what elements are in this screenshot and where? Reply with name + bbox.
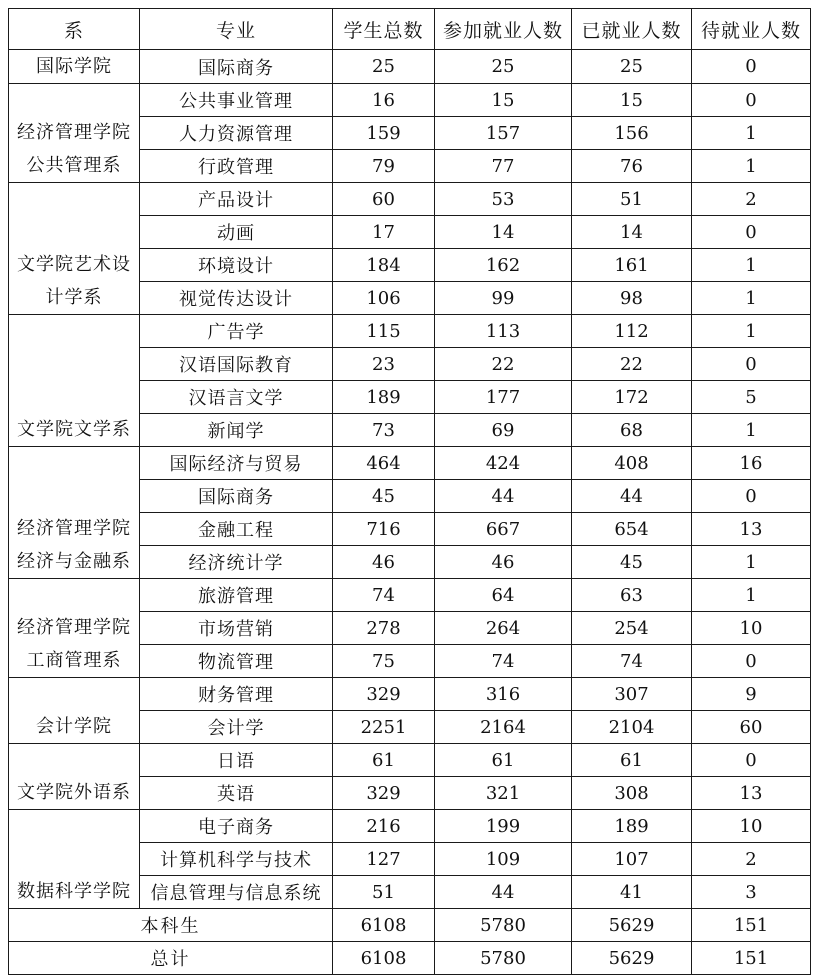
header-row bbox=[9, 9, 811, 50]
major-cell: 旅游管理 bbox=[140, 579, 333, 612]
department-cell: 文学院艺术设计学系 bbox=[9, 183, 140, 315]
employed-cell: 98 bbox=[572, 282, 692, 315]
table-row bbox=[9, 744, 811, 777]
major-cell: 市场营销 bbox=[140, 612, 333, 645]
participating-cell: 264 bbox=[435, 612, 572, 645]
major-cell: 英语 bbox=[140, 777, 333, 810]
department-cell: 国际学院 bbox=[9, 50, 140, 84]
participating-cell: 77 bbox=[435, 150, 572, 183]
employed-cell: 63 bbox=[572, 579, 692, 612]
table-row bbox=[9, 50, 811, 84]
employed-cell: 25 bbox=[572, 50, 692, 84]
total-students-cell: 46 bbox=[333, 546, 435, 579]
total-students-cell: 16 bbox=[333, 84, 435, 117]
total-students-cell: 127 bbox=[333, 843, 435, 876]
pending-cell: 0 bbox=[692, 84, 811, 117]
pending-cell: 0 bbox=[692, 480, 811, 513]
employed-cell: 654 bbox=[572, 513, 692, 546]
pending-cell: 5 bbox=[692, 381, 811, 414]
participating-cell: 69 bbox=[435, 414, 572, 447]
pending-cell: 1 bbox=[692, 579, 811, 612]
participating-cell: 25 bbox=[435, 50, 572, 84]
employed-cell: 307 bbox=[572, 678, 692, 711]
header-employed: 已就业人数 bbox=[572, 9, 692, 50]
major-cell: 广告学 bbox=[140, 315, 333, 348]
participating-cell: 14 bbox=[435, 216, 572, 249]
major-cell: 汉语言文学 bbox=[140, 381, 333, 414]
major-cell: 电子商务 bbox=[140, 810, 333, 843]
pending-cell: 10 bbox=[692, 612, 811, 645]
employed-cell: 15 bbox=[572, 84, 692, 117]
major-cell: 公共事业管理 bbox=[140, 84, 333, 117]
major-cell: 日语 bbox=[140, 744, 333, 777]
employed-cell: 172 bbox=[572, 381, 692, 414]
table-body bbox=[9, 50, 811, 975]
total-students-cell: 184 bbox=[333, 249, 435, 282]
total-students-cell: 25 bbox=[333, 50, 435, 84]
department-cell: 文学院文学系 bbox=[9, 315, 140, 447]
major-cell: 信息管理与信息系统 bbox=[140, 876, 333, 909]
pending-cell: 1 bbox=[692, 249, 811, 282]
participating-sum-cell: 5780 bbox=[435, 942, 572, 975]
table-row bbox=[9, 678, 811, 711]
total-students-cell: 329 bbox=[333, 777, 435, 810]
pending-cell: 1 bbox=[692, 546, 811, 579]
pending-cell: 13 bbox=[692, 777, 811, 810]
department-cell: 会计学院 bbox=[9, 678, 140, 744]
pending-cell: 60 bbox=[692, 711, 811, 744]
total-students-cell: 17 bbox=[333, 216, 435, 249]
employed-cell: 112 bbox=[572, 315, 692, 348]
department-cell: 经济管理学院公共管理系 bbox=[9, 84, 140, 183]
participating-cell: 424 bbox=[435, 447, 572, 480]
employed-cell: 308 bbox=[572, 777, 692, 810]
participating-cell: 2164 bbox=[435, 711, 572, 744]
major-cell: 计算机科学与技术 bbox=[140, 843, 333, 876]
pending-cell: 1 bbox=[692, 150, 811, 183]
employed-cell: 14 bbox=[572, 216, 692, 249]
employed-cell: 156 bbox=[572, 117, 692, 150]
total-sum-cell: 6108 bbox=[333, 942, 435, 975]
employed-cell: 51 bbox=[572, 183, 692, 216]
major-cell: 动画 bbox=[140, 216, 333, 249]
participating-cell: 46 bbox=[435, 546, 572, 579]
employed-cell: 45 bbox=[572, 546, 692, 579]
pending-cell: 13 bbox=[692, 513, 811, 546]
employed-cell: 408 bbox=[572, 447, 692, 480]
pending-cell: 16 bbox=[692, 447, 811, 480]
total-students-cell: 51 bbox=[333, 876, 435, 909]
header-participating: 参加就业人数 bbox=[435, 9, 572, 50]
participating-cell: 113 bbox=[435, 315, 572, 348]
total-students-cell: 79 bbox=[333, 150, 435, 183]
pending-cell: 3 bbox=[692, 876, 811, 909]
employed-cell: 161 bbox=[572, 249, 692, 282]
total-students-cell: 73 bbox=[333, 414, 435, 447]
total-students-cell: 159 bbox=[333, 117, 435, 150]
major-cell: 环境设计 bbox=[140, 249, 333, 282]
pending-cell: 0 bbox=[692, 645, 811, 678]
participating-cell: 157 bbox=[435, 117, 572, 150]
pending-cell: 10 bbox=[692, 810, 811, 843]
participating-cell: 22 bbox=[435, 348, 572, 381]
major-cell: 人力资源管理 bbox=[140, 117, 333, 150]
participating-cell: 53 bbox=[435, 183, 572, 216]
total-students-cell: 60 bbox=[333, 183, 435, 216]
participating-cell: 15 bbox=[435, 84, 572, 117]
participating-sum-cell: 5780 bbox=[435, 909, 572, 942]
participating-cell: 109 bbox=[435, 843, 572, 876]
major-cell: 物流管理 bbox=[140, 645, 333, 678]
participating-cell: 99 bbox=[435, 282, 572, 315]
total-students-cell: 216 bbox=[333, 810, 435, 843]
table-row bbox=[9, 84, 811, 117]
employed-cell: 61 bbox=[572, 744, 692, 777]
employed-sum-cell: 5629 bbox=[572, 909, 692, 942]
major-cell: 产品设计 bbox=[140, 183, 333, 216]
total-students-cell: 278 bbox=[333, 612, 435, 645]
employed-cell: 22 bbox=[572, 348, 692, 381]
employed-cell: 2104 bbox=[572, 711, 692, 744]
participating-cell: 667 bbox=[435, 513, 572, 546]
table-row bbox=[9, 183, 811, 216]
total-students-cell: 61 bbox=[333, 744, 435, 777]
participating-cell: 321 bbox=[435, 777, 572, 810]
pending-cell: 2 bbox=[692, 183, 811, 216]
major-cell: 国际商务 bbox=[140, 50, 333, 84]
major-cell: 经济统计学 bbox=[140, 546, 333, 579]
total-students-cell: 45 bbox=[333, 480, 435, 513]
participating-cell: 44 bbox=[435, 876, 572, 909]
department-cell: 经济管理学院工商管理系 bbox=[9, 579, 140, 678]
major-cell: 金融工程 bbox=[140, 513, 333, 546]
major-cell: 新闻学 bbox=[140, 414, 333, 447]
total-students-cell: 716 bbox=[333, 513, 435, 546]
total-row bbox=[9, 909, 811, 942]
pending-cell: 1 bbox=[692, 117, 811, 150]
major-cell: 国际商务 bbox=[140, 480, 333, 513]
table-row bbox=[9, 579, 811, 612]
employed-sum-cell: 5629 bbox=[572, 942, 692, 975]
employment-statistics-sheet bbox=[8, 8, 810, 968]
participating-cell: 64 bbox=[435, 579, 572, 612]
total-students-cell: 106 bbox=[333, 282, 435, 315]
employed-cell: 107 bbox=[572, 843, 692, 876]
table-row bbox=[9, 447, 811, 480]
employed-cell: 254 bbox=[572, 612, 692, 645]
major-cell: 汉语国际教育 bbox=[140, 348, 333, 381]
employed-cell: 74 bbox=[572, 645, 692, 678]
header-total-students: 学生总数 bbox=[333, 9, 435, 50]
department-cell: 经济管理学院经济与金融系 bbox=[9, 447, 140, 579]
employed-cell: 189 bbox=[572, 810, 692, 843]
participating-cell: 61 bbox=[435, 744, 572, 777]
total-row bbox=[9, 942, 811, 975]
major-cell: 国际经济与贸易 bbox=[140, 447, 333, 480]
total-students-cell: 464 bbox=[333, 447, 435, 480]
employed-cell: 76 bbox=[572, 150, 692, 183]
pending-cell: 0 bbox=[692, 348, 811, 381]
major-cell: 视觉传达设计 bbox=[140, 282, 333, 315]
department-cell: 文学院外语系 bbox=[9, 744, 140, 810]
employment-table bbox=[8, 8, 811, 975]
pending-cell: 1 bbox=[692, 282, 811, 315]
pending-cell: 0 bbox=[692, 216, 811, 249]
pending-cell: 0 bbox=[692, 50, 811, 84]
total-sum-cell: 6108 bbox=[333, 909, 435, 942]
total-students-cell: 189 bbox=[333, 381, 435, 414]
participating-cell: 44 bbox=[435, 480, 572, 513]
header-department: 系 bbox=[9, 9, 140, 50]
total-students-cell: 23 bbox=[333, 348, 435, 381]
major-cell: 行政管理 bbox=[140, 150, 333, 183]
pending-cell: 0 bbox=[692, 744, 811, 777]
total-students-cell: 74 bbox=[333, 579, 435, 612]
pending-sum-cell: 151 bbox=[692, 942, 811, 975]
department-cell: 数据科学学院 bbox=[9, 810, 140, 909]
pending-cell: 2 bbox=[692, 843, 811, 876]
pending-cell: 1 bbox=[692, 315, 811, 348]
table-row bbox=[9, 810, 811, 843]
total-students-cell: 2251 bbox=[333, 711, 435, 744]
participating-cell: 316 bbox=[435, 678, 572, 711]
major-cell: 财务管理 bbox=[140, 678, 333, 711]
major-cell: 会计学 bbox=[140, 711, 333, 744]
header-pending: 待就业人数 bbox=[692, 9, 811, 50]
participating-cell: 199 bbox=[435, 810, 572, 843]
header-major: 专业 bbox=[140, 9, 333, 50]
employed-cell: 68 bbox=[572, 414, 692, 447]
table-row bbox=[9, 315, 811, 348]
total-students-cell: 329 bbox=[333, 678, 435, 711]
pending-cell: 1 bbox=[692, 414, 811, 447]
total-label-cell: 本科生 bbox=[9, 909, 333, 942]
participating-cell: 177 bbox=[435, 381, 572, 414]
total-label-cell: 总计 bbox=[9, 942, 333, 975]
participating-cell: 74 bbox=[435, 645, 572, 678]
employed-cell: 44 bbox=[572, 480, 692, 513]
employed-cell: 41 bbox=[572, 876, 692, 909]
total-students-cell: 115 bbox=[333, 315, 435, 348]
pending-sum-cell: 151 bbox=[692, 909, 811, 942]
participating-cell: 162 bbox=[435, 249, 572, 282]
pending-cell: 9 bbox=[692, 678, 811, 711]
total-students-cell: 75 bbox=[333, 645, 435, 678]
